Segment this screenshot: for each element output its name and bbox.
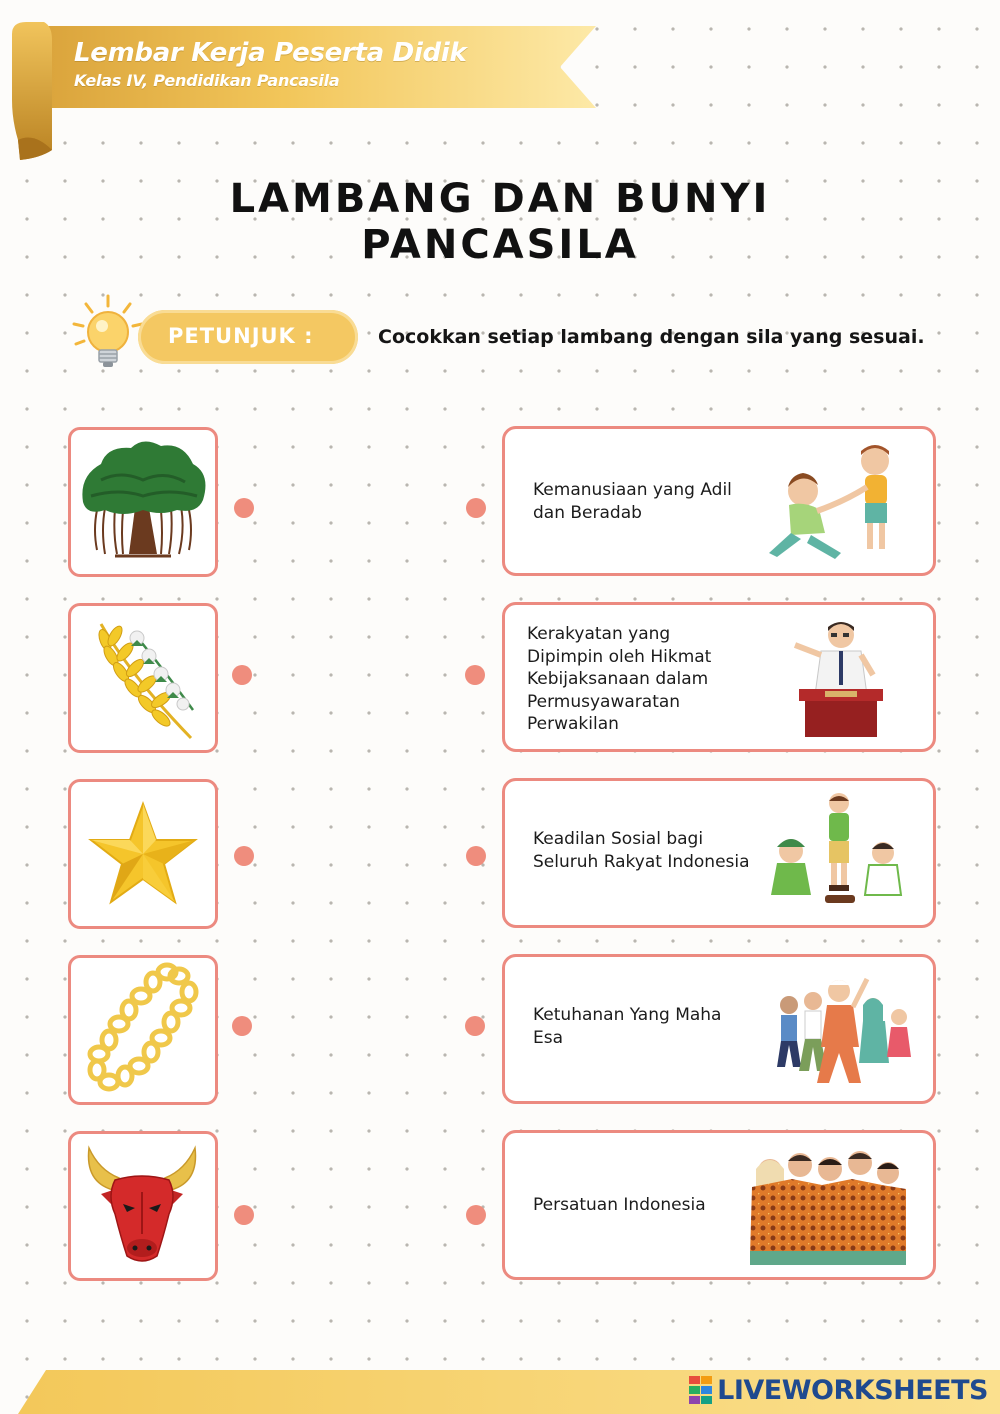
page-title-line-2: PANCASILA bbox=[361, 222, 639, 268]
right-connector-dot-3[interactable] bbox=[466, 846, 486, 866]
liveworksheets-logo[interactable] bbox=[689, 1373, 988, 1407]
sila-label bbox=[527, 623, 762, 736]
bull-head-icon bbox=[71, 1134, 214, 1277]
sila-line: Dipimpin oleh Hikmat bbox=[527, 646, 712, 667]
sila-line: Kemanusiaan yang Adil bbox=[533, 480, 732, 500]
sila-card-5[interactable] bbox=[502, 1130, 936, 1280]
worksheet-subtitle: Kelas IV, Pendidikan Pancasila bbox=[74, 71, 340, 90]
left-connector-dot-4[interactable] bbox=[232, 1016, 252, 1036]
sila-line: Kerakyatan yang bbox=[527, 624, 671, 644]
sila-label bbox=[533, 479, 768, 524]
speaker-podium-illustration bbox=[755, 615, 915, 740]
liveworksheets-grid-icon bbox=[689, 1376, 713, 1404]
sila-line: Keadilan Sosial bagi bbox=[533, 829, 704, 849]
sila-line: Permusyawaratan bbox=[527, 691, 681, 712]
children-helping-illustration bbox=[755, 439, 915, 564]
left-connector-dot-2[interactable] bbox=[232, 665, 252, 685]
batik-group-illustration bbox=[733, 1143, 923, 1268]
sila-line: Ketuhanan Yang Maha bbox=[533, 1005, 722, 1025]
symbol-card-4[interactable] bbox=[68, 955, 218, 1105]
left-connector-dot-5[interactable] bbox=[234, 1205, 254, 1225]
worksheet-title: Lembar Kerja Peserta Didik bbox=[74, 38, 467, 68]
sila-line: Seluruh Rakyat Indonesia bbox=[533, 851, 750, 872]
sila-card-2[interactable] bbox=[502, 602, 936, 752]
symbol-card-2[interactable] bbox=[68, 603, 218, 753]
right-connector-dot-4[interactable] bbox=[465, 1016, 485, 1036]
right-connector-dot-5[interactable] bbox=[466, 1205, 486, 1225]
rice-cotton-icon bbox=[71, 606, 214, 749]
page-title bbox=[0, 176, 1000, 268]
lightbulb-icon bbox=[68, 292, 148, 378]
symbol-card-1[interactable] bbox=[68, 427, 218, 577]
sila-card-1[interactable] bbox=[502, 426, 936, 576]
sila-line: Kebijaksanaan dalam bbox=[527, 669, 709, 689]
left-connector-dot-1[interactable] bbox=[234, 498, 254, 518]
sila-line: Perwakilan bbox=[527, 714, 619, 734]
chain-icon bbox=[71, 958, 214, 1101]
left-connector-dot-3[interactable] bbox=[234, 846, 254, 866]
instruction-label: PETUNJUK : bbox=[168, 324, 314, 348]
page-title-line-1: LAMBANG DAN BUNYI bbox=[229, 176, 771, 222]
sila-card-3[interactable] bbox=[502, 778, 936, 928]
sila-label bbox=[533, 828, 768, 873]
star-icon bbox=[71, 782, 214, 925]
right-connector-dot-2[interactable] bbox=[465, 665, 485, 685]
banyan-tree-icon bbox=[71, 430, 214, 573]
diverse-people-illustration bbox=[755, 967, 915, 1092]
sila-line: Persatuan Indonesia bbox=[533, 1195, 706, 1215]
sila-label bbox=[533, 1004, 768, 1049]
header-ribbon bbox=[0, 0, 620, 170]
sila-card-4[interactable] bbox=[502, 954, 936, 1104]
sila-line: Esa bbox=[533, 1027, 564, 1048]
symbol-card-3[interactable] bbox=[68, 779, 218, 929]
children-sharing-illustration bbox=[755, 791, 915, 916]
symbol-card-5[interactable] bbox=[68, 1131, 218, 1281]
right-connector-dot-1[interactable] bbox=[466, 498, 486, 518]
liveworksheets-brand: LIVEWORKSHEETS bbox=[717, 1374, 988, 1406]
sila-line: dan Beradab bbox=[533, 502, 642, 523]
instruction-text: Cocokkan setiap lambang dengan sila yang sesuai. bbox=[378, 326, 925, 348]
